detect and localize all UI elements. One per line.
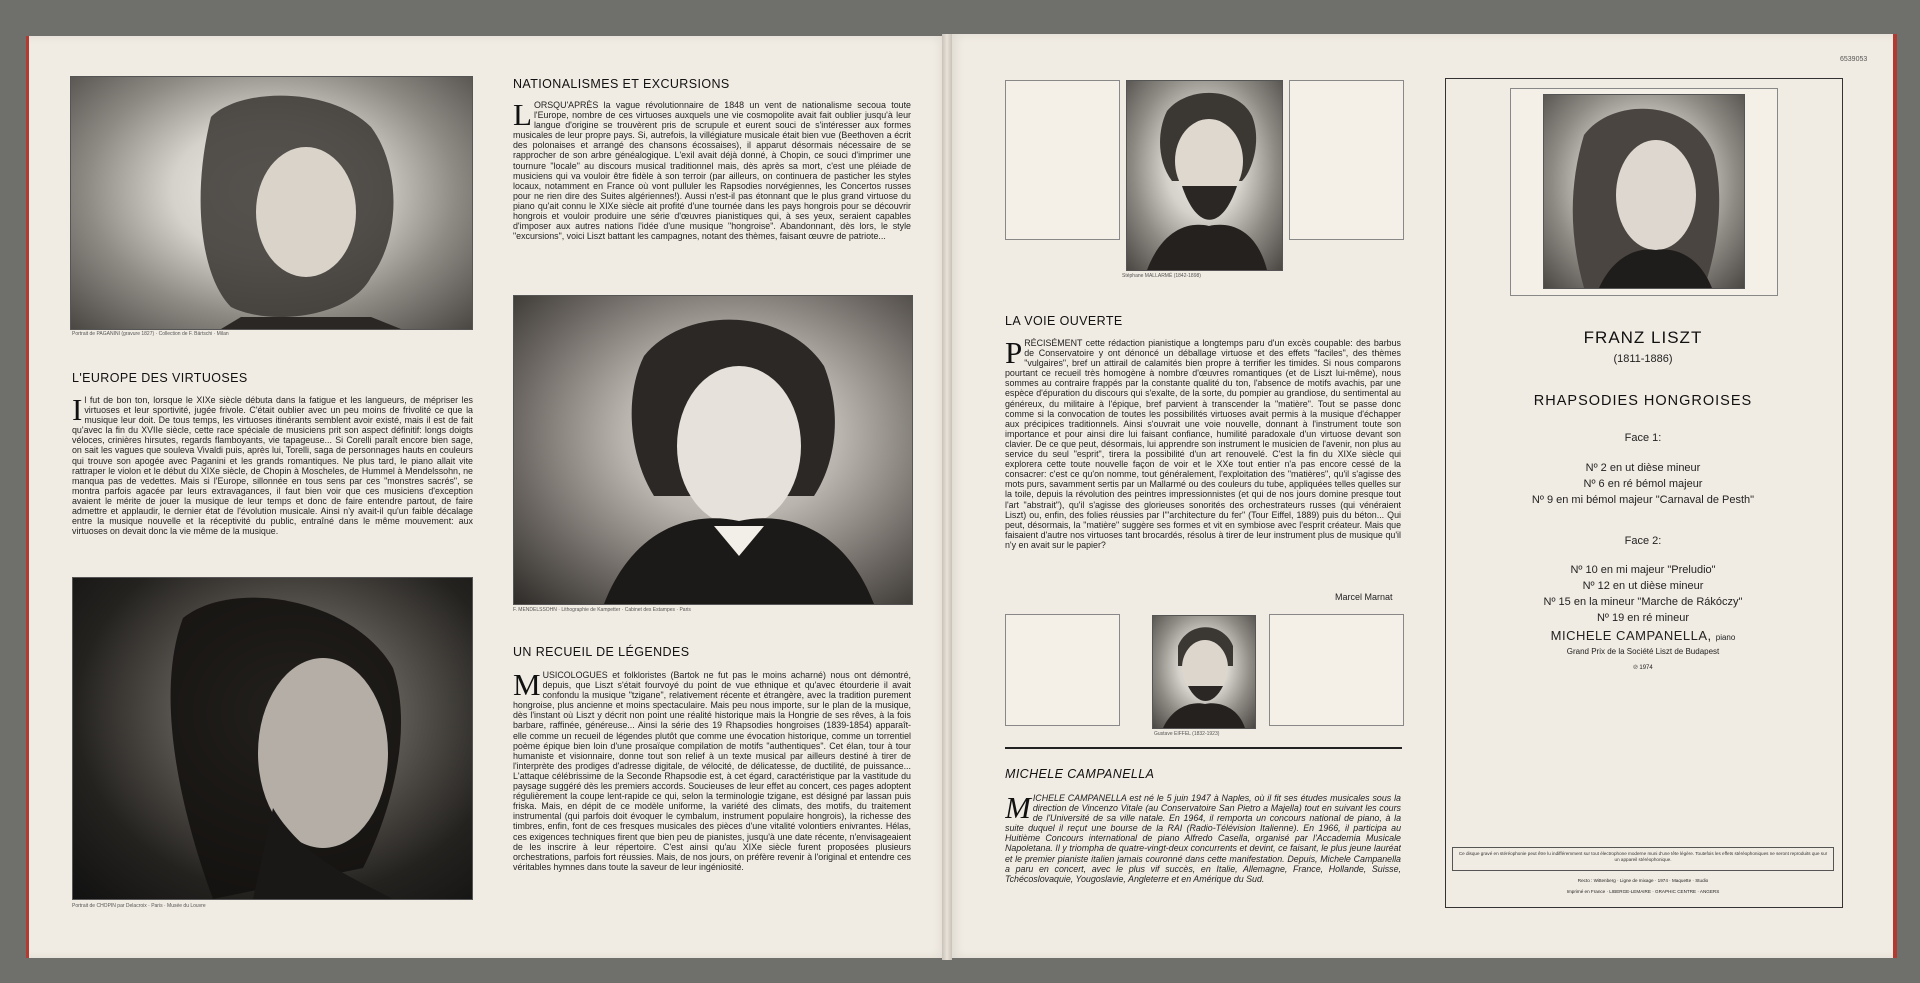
catalog-number: 6539053	[1840, 56, 1868, 63]
portrait-eiffel	[1152, 615, 1256, 729]
text-recueil-legendes: MUSICOLOGUES et folkloristes (Bartok ne fut pas le moins acharné) nous ont démontré, depuis, que Liszt s'était fourvoyé du point de vue ethnique et qu'avec étourderie il avait confondu la musique "tzigane", relativement récente et étrangère, avec la tradition purement hongroise, plus ancienne et moins spectaculaire. Mais peu nous importe, sur le plan de la musique, dès l'instant où Liszt y décrit non point une réalité historique mais la Hongrie de ses rêves, à la fois barbare, raffinée, généreuse... Ainsi la série des 19 Rhapsodies hongroises (1839-1854) apparaît-elle comme un recueil de légendes plutôt que comme une évocation historique, comme un torrentiel poème épique bien loin d'une prosaïque compilation de motifs "authentiques". Cet élan, tour à tour humaniste et visionnaire, donne tout son relief à un texte musical par ailleurs destiné à tirer de l'interprète des prodiges d'adresse digitale, de vélocité, de délicatesse, de ductilité, de puissance... L'attaque célébrissime de la Seconde Rhapsodie est, à cet égard, caractéristique par la vastitude du paysage suggéré dès les premiers accords. Soucieuses de leur effet au concert, ces pages adoptent régulièrement la coupe lent-rapide ce qui, selon la terminologie tzigane, est désigné par lassan puis friska. Mais, en dépit de ce modèle uniforme, la variété des climats, des motifs, du traitement instrumental (qui parfois doit évoquer le cymbalum, instrument populaire hongrois), la richesse des timbres, enfin, font de ces fresques musicales des pièces d'une vitalité volontiers enivrantes. Hélas, ces exigences techniques firent que bien peu de pianistes, jusqu'à une date récente, n'envisageaient de les inscrire à leur répertoire. C'est ainsi qu'au XIXe siècle furent proposées plusieurs orchestrations, parfois fort réussies. Mais, de nos jours, on préfère revenir à l'original et entendre ces véritables hymnes dans toute la saveur de leur ingéniosité.	[513, 670, 911, 872]
dropcap-recueil: M	[513, 670, 541, 702]
face2-track-3: Nº 15 en la mineur "Marche de Rákóczy"	[1543, 596, 1743, 608]
dropcap-voie: P	[1005, 338, 1023, 370]
caption-eiffel: Gustave EIFFEL (1832-1923)	[1154, 731, 1220, 737]
face2-track-2: Nº 12 en ut dièse mineur	[1582, 580, 1704, 592]
frame-empty-left-top	[1005, 80, 1120, 240]
award-line: Grand Prix de la Société Liszt de Budapest	[1566, 647, 1720, 656]
portrait-paganini	[70, 76, 473, 330]
heading-nationalismes: NATIONALISMES ET EXCURSIONS	[513, 77, 730, 91]
portrait-chopin	[72, 577, 473, 900]
composer-dates: (1811-1886)	[1613, 353, 1673, 365]
performer-role: piano	[1715, 633, 1736, 642]
gatefold-spine	[942, 34, 952, 960]
face1-track-1: Nº 2 en ut dièse mineur	[1585, 462, 1701, 474]
dropcap-campanella: M	[1005, 793, 1031, 825]
caption-chopin: Portrait de CHOPIN par Delacroix · Paris · Musée du Louvre	[72, 903, 206, 909]
portrait-mendelssohn	[513, 295, 913, 605]
text-europe-virtuoses: Il fut de bon ton, lorsque le XIXe siècle débuta dans la fatigue et les langueurs, de mépriser les virtuoses et leur sportivité, jugée frivole. C'était oublier avec un peu moins de frivolité ce que la musique leur doit. De tous temps, les virtuoses itinérants semblent avoir existé, mais il est de fait qu'avec la fin du XVIIe siècle, cette race spéciale de musiciens prit son aspect définitif: longs doigts véloces, crinières hirsutes, regards flamboyants, vie tapageuse... Si Corelli paraît encore bien sage, on sait les vagues que souleva Vivaldi puis, après lui, Torelli, saga de personnages hauts en couleurs qui trouve son apogée avec Paganini et les grands romantiques. Ne plus tard, le piano allait vite rattraper le violon et le début du XIXe siècle, de Chopin à Moscheles, de Hummel à Mendelssohn, ne manqua pas de vedettes. Mais si l'Europe, sillonnée en tous sens par ces "monstres sacrés", se montra parfois agacée par leurs extravagances, il faut bien voir que ces musiciens d'exception avaient le mérite de jouer la musique de leur temps et donc de faire entendre partout, de faire admettre et applaudir, le dernier état de l'évolution musicale. Ainsi n'y avait-il qu'un faible décalage entre la musique nouvelle et la réceptivité du public, entraîné dans le même mouvement: aux virtuoses on devait donc la vie même de la musique.	[72, 395, 473, 537]
caption-paganini: Portrait de PAGANINI (gravure 1827) · Collection de F. Bärtschi · Milan	[72, 331, 229, 337]
caption-mendelssohn: F. MENDELSSOHN · Lithographie de Kampetter · Cabinet des Estampes · Paris	[513, 607, 691, 613]
heading-europe-virtuoses: L'EUROPE DES VIRTUOSES	[72, 371, 248, 385]
heading-recueil-legendes: UN RECUEIL DE LÉGENDES	[513, 645, 690, 659]
face1-track-3: Nº 9 en mi bémol majeur "Carnaval de Pesth"	[1531, 494, 1755, 506]
signature-marnat: Marcel Marnat	[1335, 592, 1393, 602]
face2-track-1: Nº 10 en mi majeur "Preludio"	[1570, 564, 1716, 576]
frame-empty-right-top	[1289, 80, 1404, 240]
text-nationalismes: LORSQU'APRÈS la vague révolutionnaire de 1848 un vent de nationalisme secoua toute l'Europe, nombre de ces virtuoses auxquels une vie cosmopolite avait fait oublier jusqu'à leur langue d'origine se trouvèrent pris de scrupule et eurent souci de s'intéresser aux formes musicales de leur propre pays. Si, autrefois, la villégiature musicale était bien vue (Beethoven a écrit des polonaises et arrangé des chansons écossaises), il apparut désormais nécessaire de se rapprocher de son arbre généalogique. L'exil avait déjà donné, à Chopin, ce souci d'imprimer une tournure "locale" au discours musical traditionnel mais, dès après sa mort, c'est une pléiade de musiciens qui va vouloir être fidèle à son terroir (par ailleurs, on continuera de pasticher les styles locaux, notamment en France où vont pulluler les Rapsodies norvégiennes, les Concertos russes pour ne rien dire des Suites algériennes!). Aussi n'est-il pas étonnant que le plus grand virtuose du piano qu'ait connu le XIXe siècle ait profité d'une tournée dans les pays hongrois pour se découvrir hongrois et vouloir produire une série d'œuvres pianistiques qui, à ses yeux, seraient capables d'imposer aux autres nations l'idée d'une musique "hongroise". Abandonnant, dès lors, le style "excursions", voici Liszt battant les campagnes, notant des thèmes, faisant œuvre de patriote...	[513, 100, 911, 242]
performer-name: MICHELE CAMPANELLA,	[1550, 628, 1712, 643]
credits-line-2: Imprimé en France · LIBERGE-LEMAIRE · GRAPHIC CENTRE · ANGERS	[1566, 889, 1720, 894]
face1-label: Face 1:	[1624, 432, 1662, 444]
portrait-mallarme	[1126, 80, 1283, 271]
dropcap-nationalismes: L	[513, 100, 532, 132]
frame-empty-right-bottom	[1269, 614, 1404, 726]
face2-label: Face 2:	[1624, 535, 1662, 547]
heading-voie-ouverte: LA VOIE OUVERTE	[1005, 314, 1123, 328]
phonogram-line: ℗ 1974	[1633, 665, 1653, 671]
heading-campanella: MICHELE CAMPANELLA	[1005, 767, 1155, 781]
work-title: RHAPSODIES HONGROISES	[1533, 393, 1753, 409]
credits-line-1: Recto : Wittenberg · Ligne de mixage · 1974 · Maquette · Studio	[1577, 878, 1709, 883]
portrait-liszt	[1543, 94, 1745, 289]
text-voie-ouverte: PRÉCISÉMENT cette rédaction pianistique a longtemps paru d'un excès coupable: des barbus de Conservatoire y ont dénoncé un déballage virtuose et des effets "faciles", des thèmes "vulgaires", bref un attirail de calamités bien propre à terrifier les timides. Si nous comparons pourtant ce recueil très homogène à nombre d'œuvres romantiques (et de Liszt lui-même), nous sommes au contraire frappés par la constante qualité du ton, l'absence de motifs avachis, par une espèce d'épuration du discours qui s'exalte, de la sorte, du pompier au grandiose, du sentimental au généreux, du militaire à l'épique, bref parvient à transcender la "matière". Tout se passe donc comme si la convocation de toutes les possibilités virtuoses avait permis à la musique d'échapper aux précipices traditionnels. Ainsi s'ouvrait une voie nouvelle, donnant à l'instrument toute son importance et pour ainsi dire lui faisant confiance, humilité paradoxale d'un virtuose devant son clavier. De ce que peut, désormais, lui apprendre son instrument le musicien de l'avenir, non plus au service du seul "esprit", tirera la possibilité d'un art renouvelé. C'est la fin du XIXe siècle qui explorera cette toute nouvelle façon de voir et le XXe tout entier n'a pas encore cessé de la consacrer: c'est ce qu'on nomme, tout généralement, l'exploitation des "matières", qu'il s'agisse des mots purs, savamment sertis par un Mallarmé ou des couleurs du tube, appliquées telles quelles sur la toile, depuis la révolution des peintres impressionnistes (et qui de nos jours domine presque tout l'art "abstrait"), qu'il s'agisse des glorieuses sonorités des orchestrateurs russes (qui vénéraient Liszt) ou, enfin, des folies réussies par l'"architecture du fer" (Tour Eiffel, 1889) puis du béton... Qui peut, désormais, la "matière" suggère ses formes et vit en symbiose avec l'esprit créateur. Mais que faisaient d'autre nos virtuoses tant brocardés, résolus à tirer de leur instrument plus de musique qu'il n'y en avait sur le papier?	[1005, 338, 1401, 550]
face1-track-2: Nº 6 en ré bémol majeur	[1583, 478, 1703, 490]
text-campanella: MICHELE CAMPANELLA est né le 5 juin 1947 à Naples, où il fit ses études musicales sous la direction de Vincenzo Vitale (au Conservatoire San Pietro a Majella) tout en suivant les cours de l'Université de sa ville natale. En 1964, il remporta un concours national de piano, à la suite duquel il reçut une bourse de la RAI (Radio-Télévision Italienne). En 1966, il participa au Huitième Concours international de piano Alfredo Casella, organisé par l'Accademia Musicale Napoletana. Il y triompha de quatre-vingt-deux concurrents et devint, ce faisant, le plus jeune lauréat et le premier pianiste italien jamais couronné dans cette manifestation. Depuis, Michele Campanella a paru en concert, avec le plus vif succès, en Italie, Allemagne, France, Hollande, Suisse, Tchécoslovaquie, Yougoslavie, Angleterre et en Amérique du Sud.	[1005, 793, 1401, 884]
dropcap-europe: I	[72, 395, 83, 427]
section-rule	[1005, 747, 1402, 749]
stereo-notice: Ce disque gravé en stéréophonie peut être lu indifféremment sur tout électrophone moderne muni d'une tête légère. Toutefois les effets stéréophoniques ne seront reproduits que sur un appareil stéréophonique.	[1452, 847, 1834, 871]
performer-line	[1445, 628, 1841, 643]
caption-mallarme: Stéphane MALLARMÉ (1842-1898)	[1122, 273, 1201, 279]
composer-name: FRANZ LISZT	[1583, 328, 1703, 347]
frame-empty-left-bottom	[1005, 614, 1120, 726]
face2-track-4: Nº 19 en ré mineur	[1596, 612, 1690, 624]
